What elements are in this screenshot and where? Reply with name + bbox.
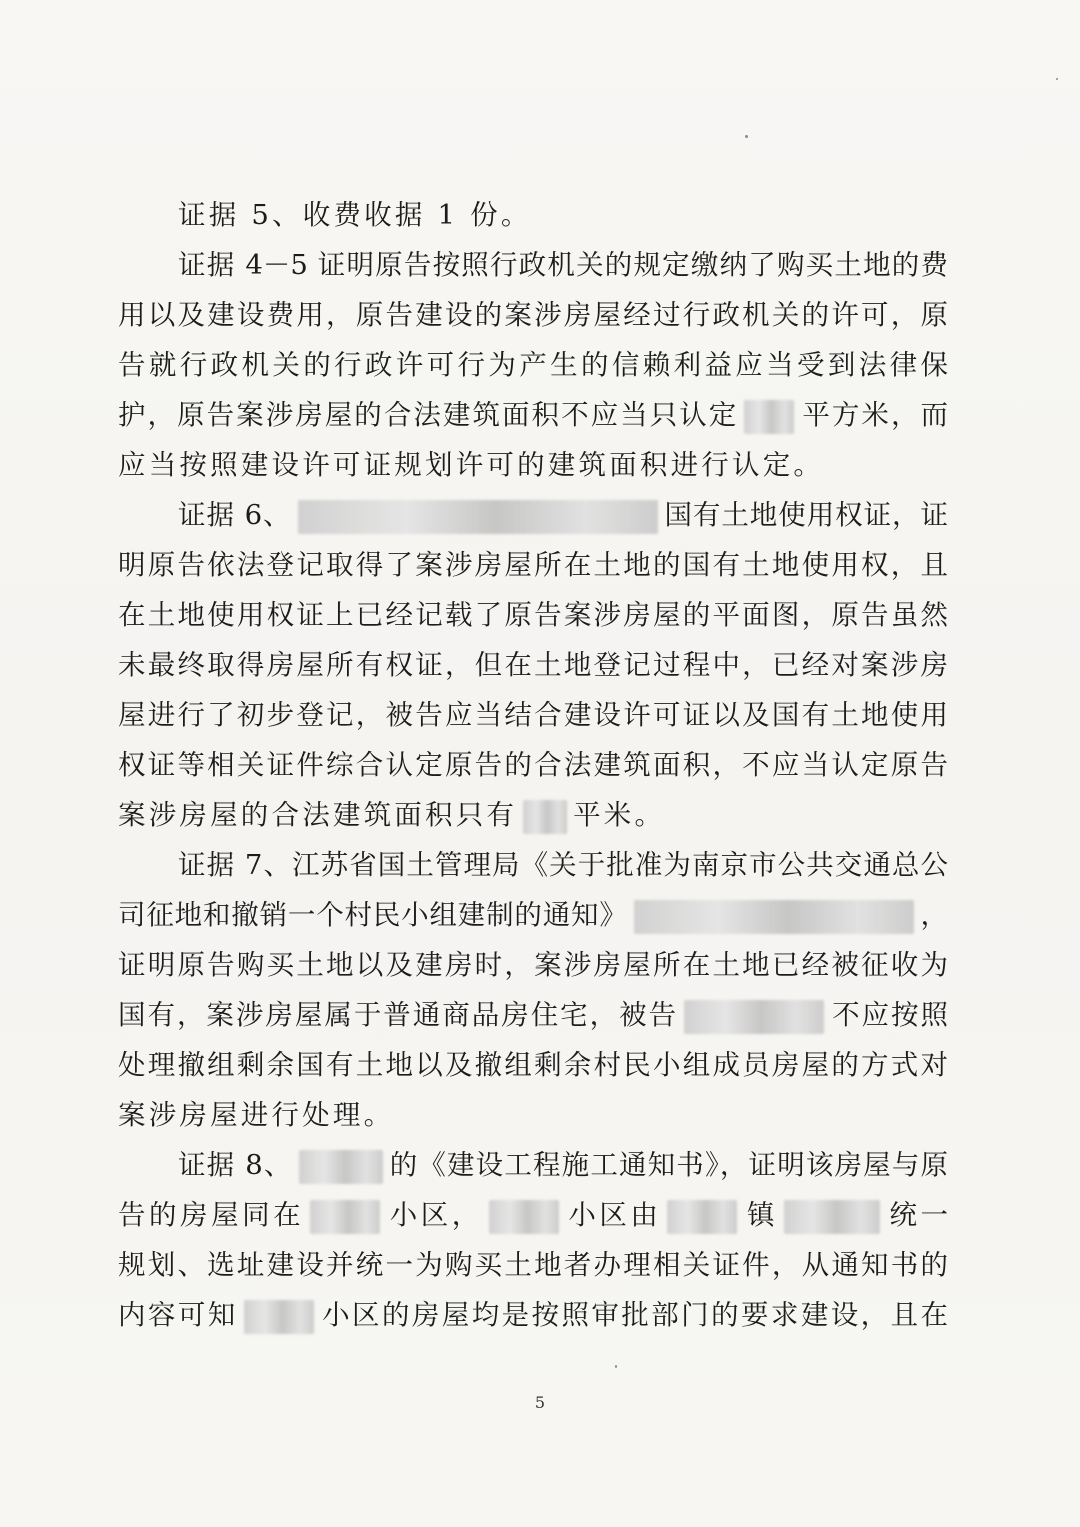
page-number: 5 [534,1393,546,1412]
text-segment: 不应按照 [830,999,948,1031]
text-line [118,190,948,240]
text-line [118,1090,948,1140]
text-line [118,1040,948,1090]
text-segment: 国有土地使用权证，证 [663,499,948,531]
text-line [118,440,948,490]
text-segment: 内容可知 [118,1299,238,1331]
text-segment: 用以及建设费用，原告建设的案涉房屋经过行政机关的许可，原 [118,299,948,331]
redacted-blur [634,900,914,934]
text-line [118,690,948,740]
text-segment: 案涉房屋的合法建筑面积只有 [118,799,518,831]
redacted-blur [667,1200,737,1234]
text-segment: 证明原告购买土地以及建房时，案涉房屋所在土地已经被征收为 [118,949,948,981]
text-line [118,290,948,340]
text-line [118,590,948,640]
text-segment: 应当按照建设许可证规划许可的建筑面积进行认定。 [118,449,825,481]
text-segment: 护，原告案涉房屋的合法建筑面积不应当只认定 [118,399,739,431]
text-segment: 小区的房屋均是按照审批部门的要求建设，且在 [319,1299,948,1331]
text-segment: 证据 8、 [178,1149,293,1181]
text-segment: 证据 6、 [178,499,292,531]
text-segment: 权证等相关证件综合认定原告的合法建筑面积，不应当认定原告 [118,749,948,781]
text-line [118,1190,948,1240]
redacted-blur [489,1200,559,1234]
text-line [118,240,948,290]
text-line [118,740,948,790]
text-segment: ， [919,899,948,931]
text-segment: 证据 5、收费收据 1 份。 [178,199,532,231]
text-segment: 未最终取得房屋所有权证，但在土地登记过程中，已经对案涉房 [118,649,948,681]
text-line [118,490,948,540]
text-segment: 规划、选址建设并统一为购买土地者办理相关证件，从通知书的 [118,1249,948,1281]
text-segment: 证据 4－5 证明原告按照行政机关的规定缴纳了购买土地的费 [178,249,948,281]
text-line [118,790,948,840]
text-segment: 小区， [386,1199,483,1231]
redacted-blur [310,1200,380,1234]
scan-speck [615,1365,617,1368]
text-segment: 告就行政机关的行政许可行为产生的信赖利益应当受到法律保 [118,349,948,381]
text-segment: 在土地使用权证上已经记载了原告案涉房屋的平面图，原告虽然 [118,599,948,631]
redacted-blur [298,500,658,534]
text-segment: 明原告依法登记取得了案涉房屋所在土地的国有土地使用权，且 [118,549,948,581]
text-segment: 统一 [885,1199,948,1231]
text-line [118,940,948,990]
text-line [118,1240,948,1290]
redacted-blur [784,1200,880,1234]
text-line [118,640,948,690]
text-segment: 屋进行了初步登记，被告应当结合建设许可证以及国有土地使用 [118,699,948,731]
redacted-blur [244,1300,314,1334]
text-segment: 案涉房屋进行处理。 [118,1099,395,1131]
scan-speck [745,135,748,138]
text-segment: 处理撤组剩余国有土地以及撤组剩余村民小组成员房屋的方式对 [118,1049,948,1081]
text-line [118,340,948,390]
redacted-blur [299,1150,383,1184]
redacted-blur [684,1000,824,1034]
text-segment: 小区由 [564,1199,662,1231]
text-segment: 的《建设工程施工通知书》，证明该房屋与原 [388,1149,948,1181]
body-text [118,190,948,1340]
text-line [118,1140,948,1190]
text-segment: 镇 [743,1199,778,1231]
text-line [118,540,948,590]
text-segment: 告的房屋同在 [118,1199,305,1231]
text-segment: 国有，案涉房屋属于普通商品房住宅，被告 [118,999,679,1031]
text-line [118,1290,948,1340]
redacted-blur [744,400,794,434]
text-line [118,990,948,1040]
text-segment: 司征地和撤销一个村民小组建制的通知》 [118,899,628,931]
text-segment: 平方米，而 [800,399,948,431]
text-line [118,890,948,940]
text-segment: 平米。 [573,799,666,831]
redacted-blur [523,800,567,834]
text-line [118,390,948,440]
scan-speck [1056,78,1058,80]
text-line [118,840,948,890]
text-segment: 证据 7、江苏省国土管理局《关于批准为南京市公共交通总公 [178,849,948,881]
